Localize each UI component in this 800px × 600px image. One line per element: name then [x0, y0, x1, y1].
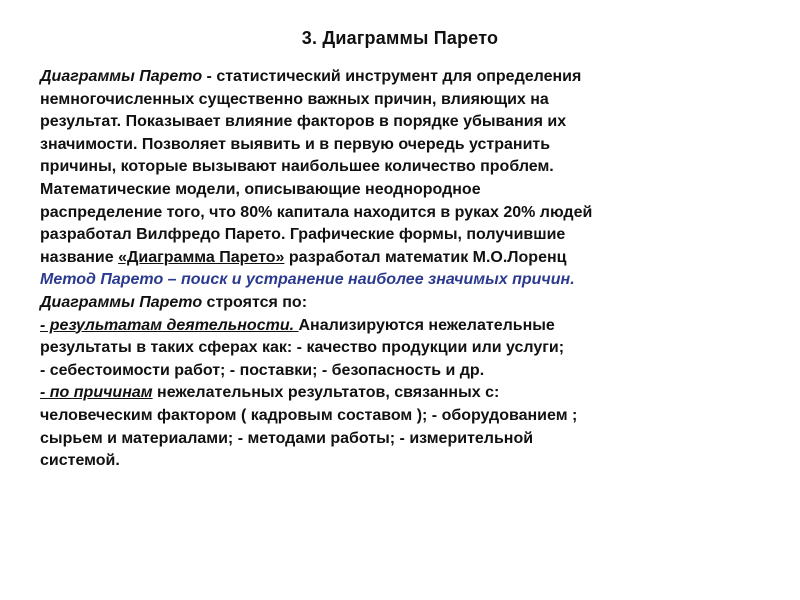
text-line-8: разработал Вилфредо Парето. Графические формы, получившие	[40, 226, 566, 244]
text-fragment: нежелательных результатов, связанных с:	[152, 384, 500, 402]
text-line-12	[40, 315, 770, 338]
text-line-15	[40, 382, 770, 405]
text-line-7: распределение того, что 80% капитала находится в руках 20% людей	[40, 203, 593, 221]
text-line-16: человеческим фактором ( кадровым составом ); - оборудованием ;	[40, 406, 578, 424]
text-line-3: результат. Показывает влияние факторов в порядке убывания их	[40, 113, 567, 131]
term-pareto-diagrams: Диаграммы Парето	[40, 293, 203, 311]
term-by-causes: - по причинам	[40, 384, 153, 402]
text-line-5: причины, которые вызывают наибольшее количество проблем.	[40, 158, 554, 176]
text-line-18: системой.	[40, 452, 120, 470]
text-line-2: немногочисленных существенно важных причин, влияющих на	[40, 90, 549, 108]
text-fragment: название	[40, 248, 119, 266]
term-pareto-diagrams: Диаграммы Парето	[40, 68, 203, 85]
term-pareto-diagram-name: «Диаграмма Парето»	[118, 248, 285, 266]
text-line-14: - себестоимости работ; - поставки; - безопасность и др.	[40, 361, 485, 379]
slide-body	[40, 66, 770, 473]
text-line-11	[40, 292, 770, 315]
text-fragment: Анализируются нежелательные	[298, 316, 555, 334]
definition-text: - статистический инструмент для определения	[202, 68, 582, 85]
pareto-method-statement: Метод Парето – поиск и устранение наиболее значимых причин.	[40, 271, 575, 289]
term-by-results: - результатам деятельности.	[40, 316, 299, 334]
text-fragment: строятся по:	[202, 293, 308, 311]
text-line-13: результаты в таких сферах как: - качество продукции или услуги;	[40, 339, 565, 357]
text-fragment: разработал математик М.О.Лоренц	[284, 248, 567, 266]
text-line-6: Математические модели, описывающие неоднородное	[40, 180, 481, 198]
slide-title: 3. Диаграммы Парето	[301, 28, 499, 48]
text-line-17: сырьем и материалами; - методами работы; - измерительной	[40, 429, 534, 447]
text-line-9	[40, 247, 770, 270]
text-line-1	[40, 66, 770, 89]
text-line-4: значимости. Позволяет выявить и в первую очередь устранить	[40, 135, 551, 153]
